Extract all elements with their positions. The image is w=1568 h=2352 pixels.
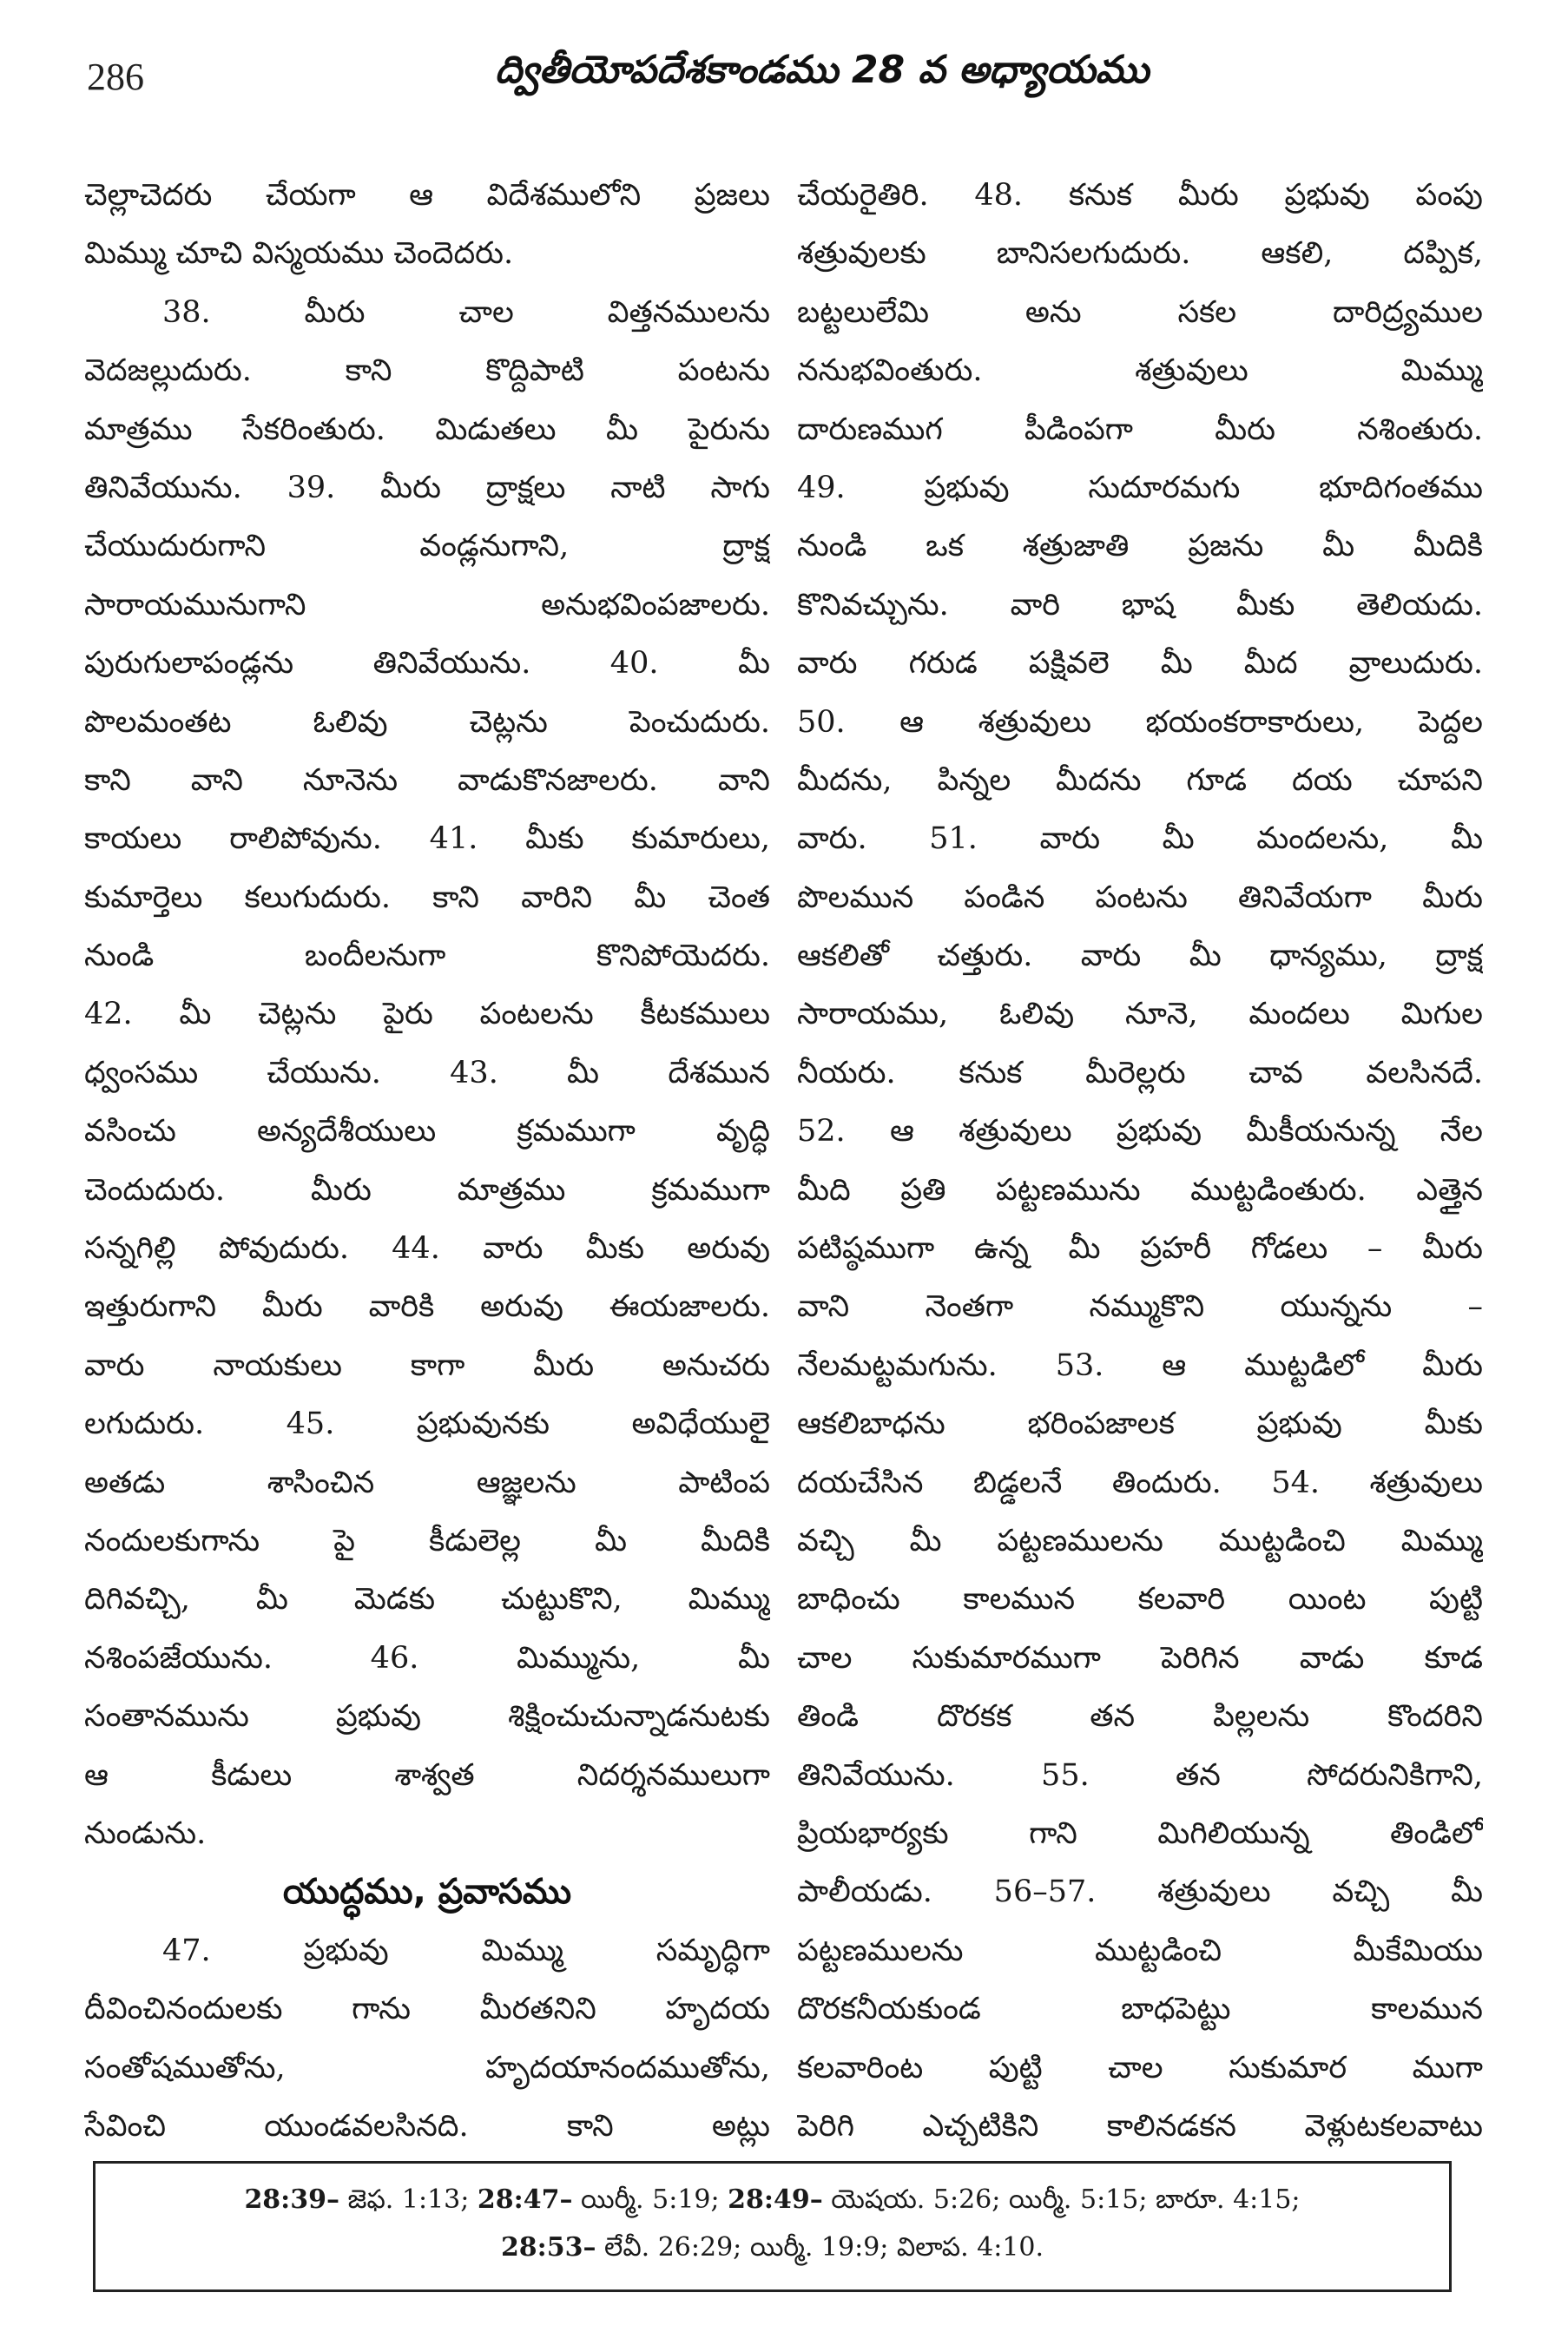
right-column xyxy=(797,167,1483,2156)
text-line: ననుభవింతురు. శత్రువులు మిమ్ము xyxy=(797,353,1483,389)
text-line: పొలమంతట ఓలివు చెట్లను పెంచుదురు. xyxy=(84,704,770,740)
text-line: మిమ్ము చూచి విస్మయము చెందెదరు. xyxy=(84,236,514,272)
text-line: చేయుదురుగాని వండ్లనుగాని, ద్రాక్ష xyxy=(84,529,770,564)
text-line: నుండి బందీలనుగా కొనిపోయెదరు. xyxy=(84,939,770,974)
reference-key: 28:49– xyxy=(728,2184,823,2215)
reference-list: జెఫ. 1:13; xyxy=(339,2184,478,2215)
text-line: 52. ఆ శత్రువులు ప్రభువు మీకీయనున్న నేల xyxy=(797,1114,1483,1150)
text-line: కలవారింట పుట్టి చాల సుకుమార ముగా xyxy=(797,2050,1483,2085)
text-line: వారు గరుడ పక్షివలె మీ మీద వ్రాలుదురు. xyxy=(797,646,1483,682)
text-line: మీదను, పిన్నల మీదను గూడ దయ చూపని xyxy=(797,762,1483,798)
text-line: లగుదురు. 45. ప్రభువునకు అవిధేయులై xyxy=(84,1407,770,1442)
text-line: కాయలు రాలిపోవును. 41. మీకు కుమారులు, xyxy=(84,821,770,857)
reference-list: యెషయ. 5:26; యిర్మీ. 5:15; బారూ. 4:15; xyxy=(822,2184,1301,2215)
text-line: దారుణముగ పీడింపగా మీరు నశింతురు. xyxy=(797,412,1483,447)
text-line: 38. మీరు చాల విత్తనములను xyxy=(162,294,770,330)
text-line: పట్టణములను ముట్టడించి మీకేమియు xyxy=(797,1933,1483,1968)
text-line: వారు నాయకులు కాగా మీరు అనుచరు xyxy=(84,1347,770,1383)
text-line: వాని నెంతగా నమ్ముకొని యున్నను – xyxy=(797,1289,1483,1325)
text-line: బట్టలులేమి అను సకల దారిద్ర్యముల xyxy=(797,294,1483,330)
page-header xyxy=(87,48,1476,117)
text-line: సారాయమునుగాని అనుభవింపజాలరు. xyxy=(84,587,770,623)
text-line: 49. ప్రభువు సుదూరమగు భూదిగంతము xyxy=(797,470,1483,505)
text-line: దయచేసిన బిడ్డలనే తిందురు. 54. శత్రువులు xyxy=(797,1465,1483,1500)
text-line: ధ్వంసము చేయును. 43. మీ దేశమున xyxy=(84,1055,770,1090)
reference-list: యిర్మీ. 5:19; xyxy=(572,2184,728,2215)
text-line: ఆకలిబాధను భరింపజాలక ప్రభువు మీకు xyxy=(797,1407,1483,1442)
text-line: బాధించు కాలమున కలవారి యింట పుట్టి xyxy=(797,1582,1483,1617)
text-line: శత్రువులకు బానిసలగుదురు. ఆకలి, దప్పిక, xyxy=(797,236,1483,272)
text-line: సంతానమును ప్రభువు శిక్షించుచున్నాడనుటకు xyxy=(84,1699,770,1735)
text-line: పాలీయడు. 56–57. శత్రువులు వచ్చి మీ xyxy=(797,1874,1483,1910)
text-line: సన్నగిల్లి పోవుదురు. 44. వారు మీకు అరువు xyxy=(84,1231,770,1267)
text-line: 47. ప్రభువు మిమ్ము సమృద్ధిగా xyxy=(162,1933,770,1968)
text-line: నుండి ఒక శత్రుజాతి ప్రజను మీ మీదికి xyxy=(797,529,1483,564)
text-line: కాని వాని నూనెను వాడుకొనజాలరు. వాని xyxy=(84,762,770,798)
reference-key: 28:47– xyxy=(477,2184,573,2215)
text-line: తినివేయును. 39. మీరు ద్రాక్షలు నాటి సాగు xyxy=(84,470,770,505)
reference-key: 28:39– xyxy=(244,2184,340,2215)
section-heading: యుద్ధము, ప్రవాసము xyxy=(282,1872,572,1913)
text-line: సేవించి యుండవలసినది. కాని అట్లు xyxy=(84,2108,770,2144)
text-line: సారాయము, ఓలివు నూనె, మందలు మిగుల xyxy=(797,997,1483,1032)
text-line: పొలమున పండిన పంటను తినివేయగా మీరు xyxy=(797,880,1483,915)
text-line: చెందుదురు. మీరు మాత్రము క్రమముగా xyxy=(84,1172,770,1208)
text-line: తిండి దొరకక తన పిల్లలను కొందరిని xyxy=(797,1699,1483,1735)
left-column xyxy=(84,167,770,2156)
running-title: ద్వితీయోపదేశకాండము 28 వ అధ్యాయము xyxy=(495,48,1150,92)
text-line: ఆ కీడులు శాశ్వత నిదర్శనములుగా xyxy=(84,1757,770,1793)
text-line: పురుగులాపండ్లను తినివేయును. 40. మీ xyxy=(84,646,770,682)
text-line: సంతోషముతోను, హృదయానందముతోను, xyxy=(84,2050,770,2085)
cross-reference-box xyxy=(93,2161,1452,2292)
footnote-line xyxy=(96,2224,1449,2271)
text-line: నీయరు. కనుక మీరెల్లరు చావ వలసినదే. xyxy=(797,1055,1483,1090)
text-line: దిగివచ్చి, మీ మెడకు చుట్టుకొని, మిమ్ము xyxy=(84,1582,770,1617)
footnote-line xyxy=(96,2176,1449,2224)
text-line: దీవించినందులకు గాను మీరతనిని హృదయ xyxy=(84,1992,770,2027)
text-line: మాత్రము సేకరింతురు. మిడుతలు మీ పైరును xyxy=(84,412,770,447)
text-line: అతడు శాసించిన ఆజ్ఞలను పాటింప xyxy=(84,1465,770,1500)
text-line: 50. ఆ శత్రువులు భయంకరాకారులు, పెద్దల xyxy=(797,704,1483,740)
text-line: 42. మీ చెట్లను పైరు పంటలను కీటకములు xyxy=(84,997,770,1032)
text-line: కుమార్తెలు కలుగుదురు. కాని వారిని మీ చెంత xyxy=(84,880,770,915)
text-line: వెదజల్లుదురు. కాని కొద్దిపాటి పంటను xyxy=(84,353,770,389)
text-line: చెల్లాచెదరు చేయగా ఆ విదేశములోని ప్రజలు xyxy=(84,178,770,213)
text-line: నేలమట్టమగును. 53. ఆ ముట్టడిలో మీరు xyxy=(797,1347,1483,1383)
text-line: ఇత్తురుగాని మీరు వారికి అరువు ఈయజాలరు. xyxy=(84,1289,770,1325)
text-line: తినివేయును. 55. తన సోదరునికిగాని, xyxy=(797,1757,1483,1793)
text-line: ప్రియభార్యకు గాని మిగిలియున్న తిండిలో xyxy=(797,1815,1483,1851)
text-line: చాల సుకుమారముగా పెరిగిన వాడు కూడ xyxy=(797,1640,1483,1676)
text-line: నందులకుగాను పై కీడులెల్ల మీ మీదికి xyxy=(84,1523,770,1558)
text-line: నశింపజేయును. 46. మిమ్మును, మీ xyxy=(84,1640,770,1676)
text-line: పెరిగి ఎచ్చటికిని కాలినడకన వెళ్లుటకలవాటు xyxy=(797,2108,1483,2144)
text-line: చేయరైతిరి. 48. కనుక మీరు ప్రభువు పంపు xyxy=(797,178,1483,213)
text-line: కొనివచ్చును. వారి భాష మీకు తెలియదు. xyxy=(797,587,1483,623)
text-line: ఆకలితో చత్తురు. వారు మీ ధాన్యము, ద్రాక్ష xyxy=(797,939,1483,974)
text-line: వారు. 51. వారు మీ మందలను, మీ xyxy=(797,821,1483,857)
text-line: నుండును. xyxy=(84,1815,207,1851)
text-line: మీది ప్రతి పట్టణమును ముట్టడింతురు. ఎత్తైన xyxy=(797,1172,1483,1208)
text-line: వచ్చి మీ పట్టణములను ముట్టడించి మిమ్ము xyxy=(797,1523,1483,1558)
page-number: 286 xyxy=(87,56,144,98)
reference-key: 28:53– xyxy=(500,2232,596,2263)
text-line: దొరకనీయకుండ బాధపెట్టు కాలమున xyxy=(797,1992,1483,2027)
reference-list: లేవీ. 26:29; యిర్మీ. 19:9; విలాప. 4:10. xyxy=(596,2232,1044,2263)
text-line: పటిష్ఠముగా ఉన్న మీ ప్రహరీ గోడలు – మీరు xyxy=(797,1231,1483,1267)
text-line: వసించు అన్యదేశీయులు క్రమముగా వృద్ధి xyxy=(84,1114,770,1150)
